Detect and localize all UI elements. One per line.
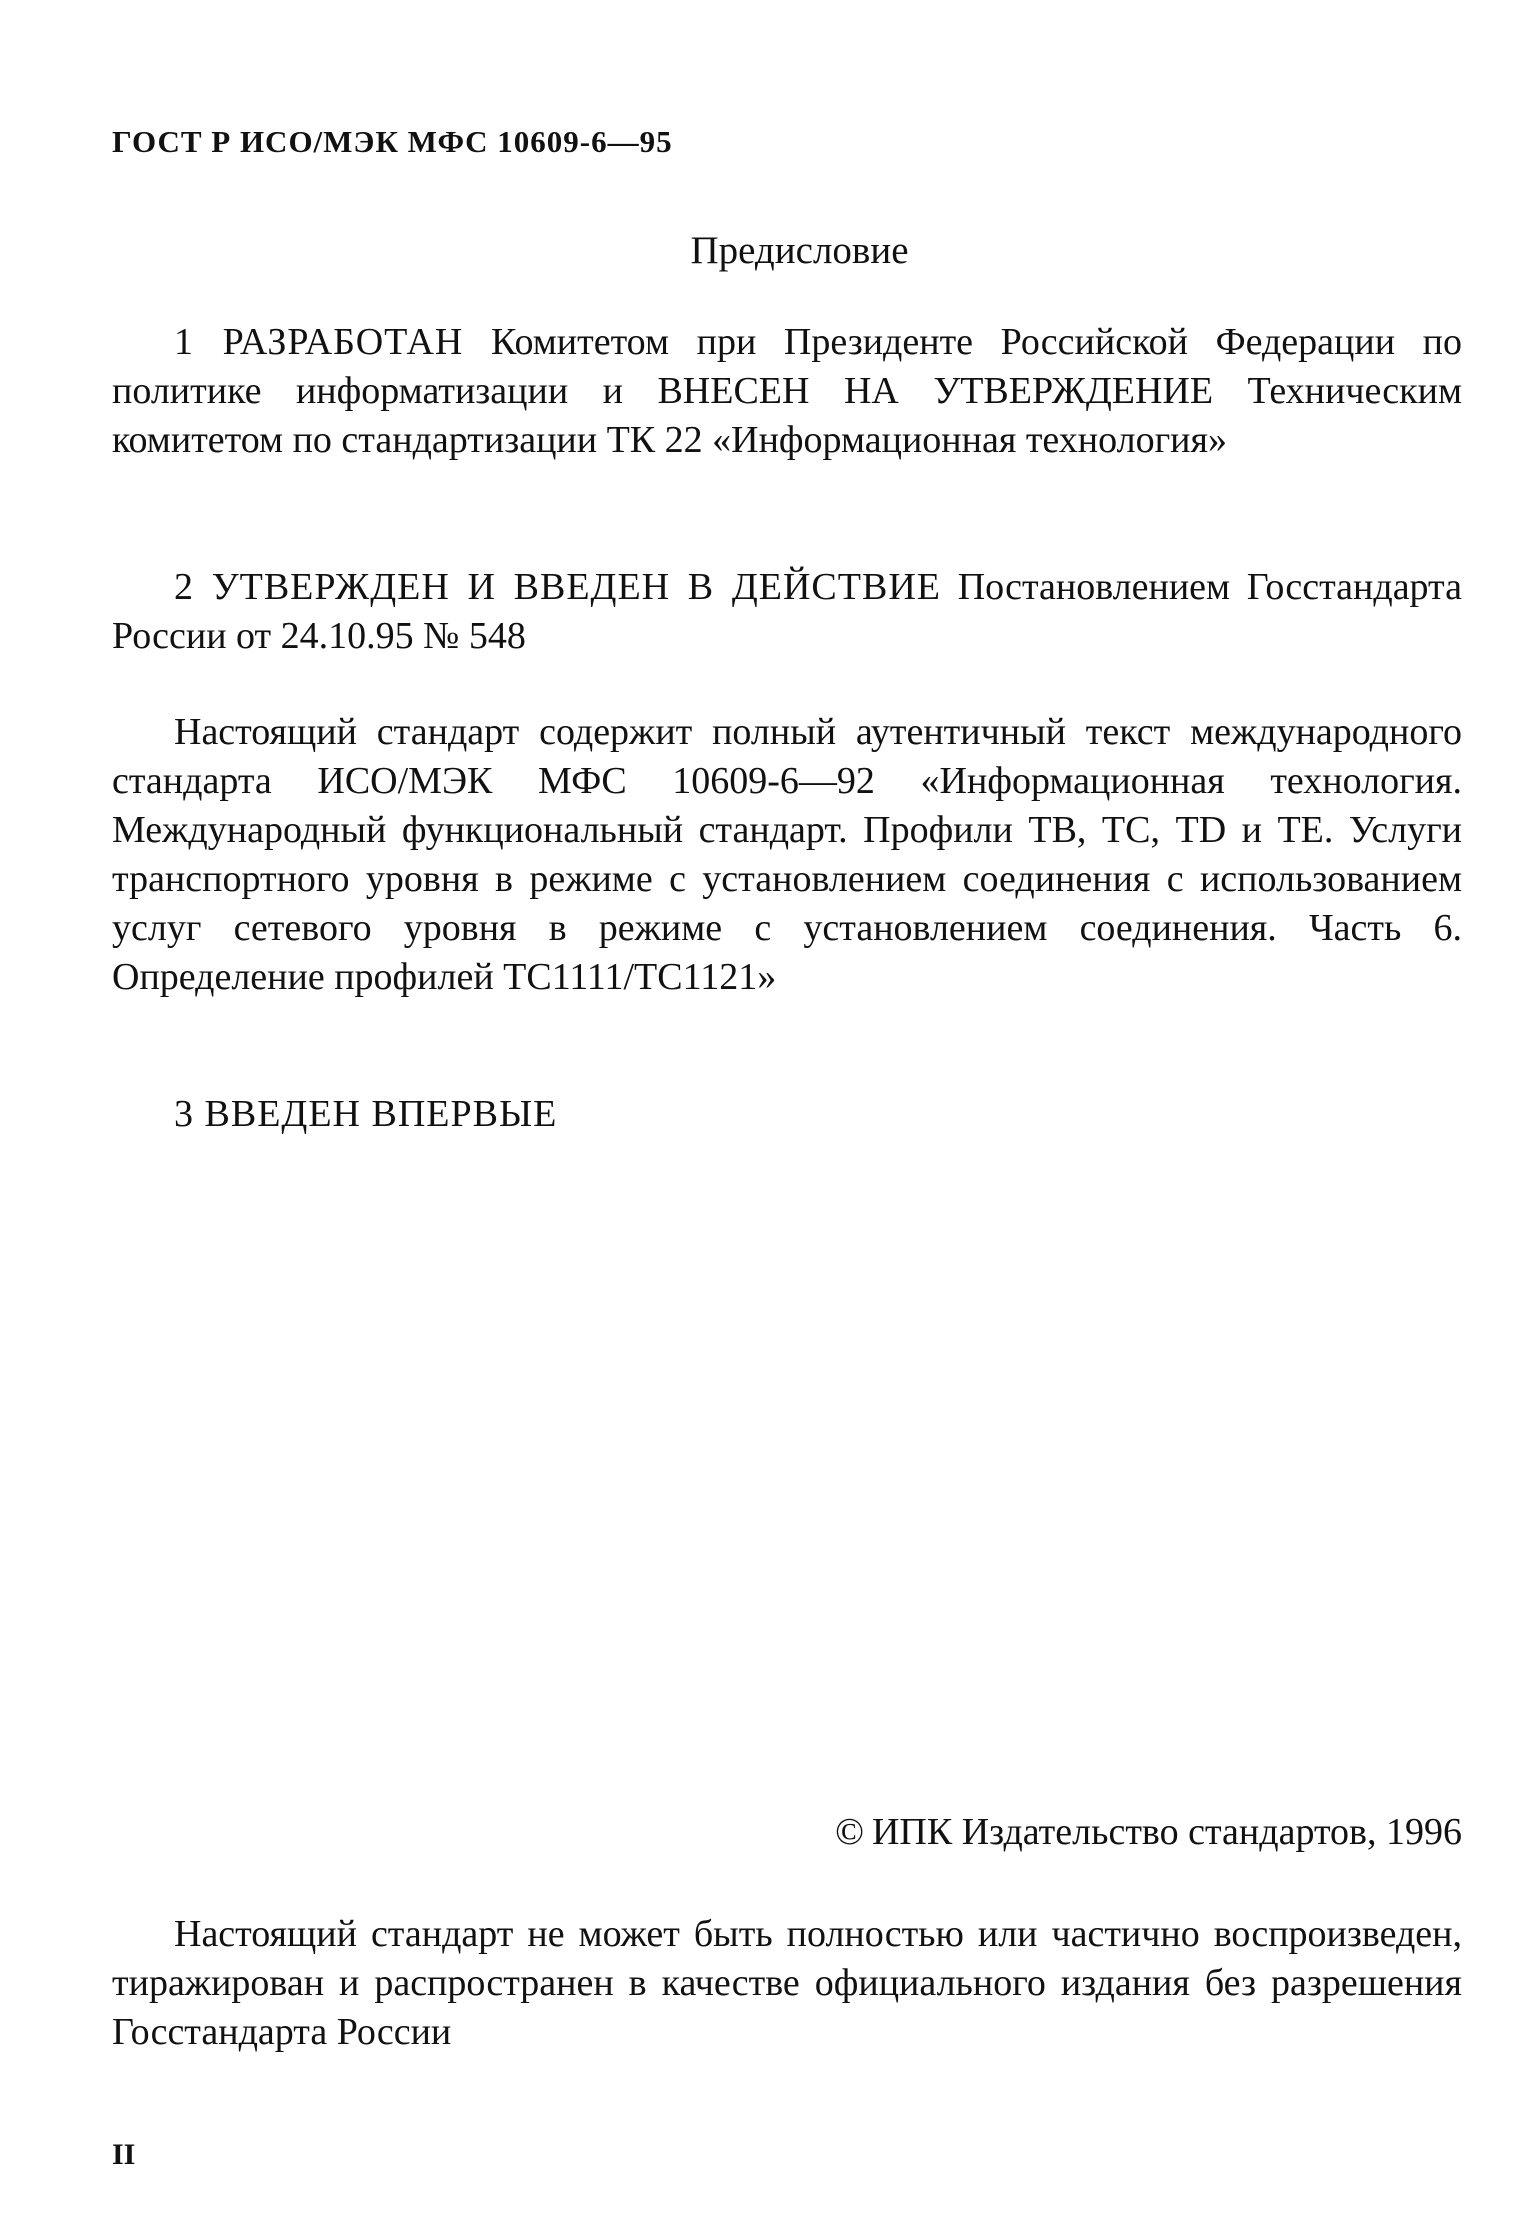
item-1-text: Комитетом при Президенте Российской Федерации по политике информатизации и ВНЕСЕН НА УТВЕРЖДЕНИЕ Техническим комитетом по стандартизации ТК 22 «Информационная технология»: [112, 321, 1462, 461]
page-title: Предисловие: [690, 229, 909, 272]
item-3-lead: 3 ВВЕДЕН ВПЕРВЫЕ: [174, 1093, 558, 1135]
authenticity-note-text: Настоящий стандарт содержит полный аутентичный текст международного стандарта ИСО/МЭК МФС 10609-6—92 «Информационная технология. Международный функциональный стандарт. Профили ТВ, ТС, TD и ТЕ. Услуги транспортного уровня в режиме с установлением соединения с использованием услуг сетевого уровня в режиме с установлением соединения. Часть 6. Определение профилей ТС1111/ТС1121»: [112, 711, 1462, 998]
copyright-text: ИПК Издательство стандартов, 1996: [871, 1811, 1462, 1853]
item-2-lead: 2 УТВЕРЖДЕН И ВВЕДЕН В ДЕЙСТВИЕ: [174, 566, 941, 608]
item-2-text: Постановлением Госстандарта России от 24.10.95 № 548: [112, 566, 1462, 657]
item-1-lead: 1 РАЗРАБОТАН: [174, 321, 464, 363]
reproduction-notice: Настоящий стандарт не может быть полностью или частично воспроизведен, тиражирован и распространен в качестве официального издания без разрешения Госстандарта России: [112, 1913, 1462, 2053]
page-number: II: [112, 2138, 136, 2171]
document-designation: ГОСТ Р ИСО/МЭК МФС 10609-6—95: [112, 124, 673, 159]
foreword-authenticity-note: [112, 708, 1462, 1002]
foreword-item-1: [112, 318, 1462, 465]
copyright-line: [835, 1810, 1462, 1854]
foreword-item-2: [112, 563, 1462, 661]
copyright-icon: ©: [835, 1811, 864, 1853]
foreword-item-3: [112, 1090, 1462, 1139]
